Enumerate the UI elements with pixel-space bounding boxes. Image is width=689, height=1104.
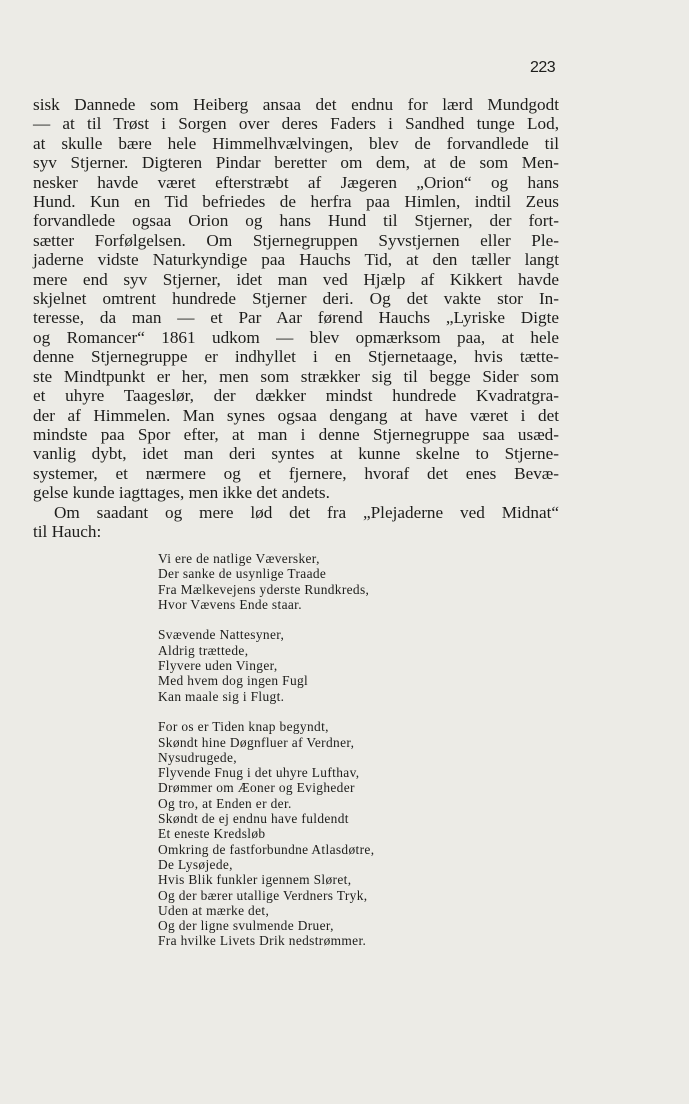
poem-stanza (158, 719, 428, 948)
poem-line: Flyvere uden Vinger, (158, 658, 278, 674)
poem-line: Kan maale sig i Flugt. (158, 688, 285, 704)
poem-line: Uden at mærke det, (158, 902, 270, 918)
poem-line: Flyvende Fnug i det uhyre Lufthav, (158, 765, 360, 781)
text-line: gelse kunde iagttages, men ikke det andets. (33, 483, 330, 503)
poem-line: Fra Mælkevejens yderste Rundkreds, (158, 581, 370, 597)
poem-line: Med hvem dog ingen Fugl (158, 673, 309, 689)
poem-stanza (158, 551, 428, 612)
poem-line: De Lysøjede, (158, 856, 233, 872)
text-line: teresse, da man — et Par Aar førend Hauchs „Lyriske Digte (33, 308, 559, 328)
poem (158, 551, 428, 964)
poem-line: Nysudrugede, (158, 749, 237, 765)
poem-line: Hvis Blik funkler igennem Sløret, (158, 872, 352, 888)
text-line: vanlig dybt, idet man deri syntes at kunne skelne to Stjerne- (33, 444, 559, 464)
poem-line: Et eneste Kredsløb (158, 826, 266, 842)
paragraph (33, 503, 559, 542)
text-line: Hund. Kun en Tid befriedes de herfra paa Himlen, indtil Zeus (33, 192, 559, 212)
poem-line: Hvor Vævens Ende staar. (158, 596, 302, 612)
text-line: denne Stjernegruppe er indhyllet i en Stjernetaage, hvis tætte- (33, 347, 559, 367)
text-line: systemer, et nærmere og et fjernere, hvoraf det enes Bevæ- (33, 463, 559, 483)
poem-line: Fra hvilke Livets Drik nedstrømmer. (158, 933, 367, 949)
text-line: ste Mindtpunkt er her, men som strækker sig til begge Sider som (33, 366, 559, 386)
poem-line: Og tro, at Enden er der. (158, 795, 292, 811)
text-line: syv Stjerner. Digteren Pindar beretter om dem, at de som Men- (33, 153, 559, 173)
poem-line: Og der bærer utallige Verdners Tryk, (158, 887, 368, 903)
text-line: nesker havde været efterstræbt af Jægeren „Orion“ og hans (33, 172, 559, 192)
text-line: at skulle bære hele Himmelhvælvingen, blev de forvandlede til (33, 133, 559, 153)
text-line: mindste paa Spor efter, at man i denne Stjernegruppe saa usæd- (33, 424, 559, 444)
poem-line: For os er Tiden knap begyndt, (158, 719, 329, 735)
text-line: forvandlede ogsaa Orion og hans Hund til Stjerner, der fort- (33, 211, 559, 231)
text-line: mere end syv Stjerner, idet man ved Hjælp af Kikkert havde (33, 269, 559, 289)
text-line: sisk Dannede som Heiberg ansaa det endnu for lærd Mundgodt (33, 95, 559, 114)
text-line: sætter Forfølgelsen. Om Stjernegruppen Syvstjernen eller Ple- (33, 230, 559, 250)
text-line: et uhyre Taageslør, der dækker mindst hundrede Kvadratgra- (33, 386, 559, 406)
body-text (33, 95, 559, 541)
poem-line: Svævende Nattesyner, (158, 627, 285, 643)
poem-line: Der sanke de usynlige Traade (158, 566, 327, 582)
page-number: 223 (530, 59, 556, 76)
text-line: — at til Trøst i Sorgen over deres Faders i Sandhed tunge Lod, (33, 114, 559, 134)
poem-stanza (158, 627, 428, 703)
poem-line: Og der ligne svulmende Druer, (158, 918, 334, 934)
text-line: og Romancer“ 1861 udkom — blev opmærksom paa, at hele (33, 327, 559, 347)
poem-line: Skøndt de ej endnu have fuldendt (158, 811, 349, 827)
poem-line: Skøndt hine Døgnfluer af Verdner, (158, 734, 355, 750)
paragraph (33, 95, 559, 503)
text-line: skjelnet omtrent hundrede Stjerner deri. Og det vakte stor In- (33, 289, 559, 309)
text-line: der af Himmelen. Man synes ogsaa dengang at have været i det (33, 405, 559, 425)
poem-line: Drømmer om Æoner og Evigheder (158, 780, 355, 796)
poem-line: Omkring de fastforbundne Atlasdøtre, (158, 841, 375, 857)
text-line: til Hauch: (33, 521, 102, 541)
text-line: jaderne vidste Naturkyndige paa Hauchs Tid, at den tæller langt (33, 250, 559, 270)
poem-line: Vi ere de natlige Væversker, (158, 551, 320, 566)
text-line: Om saadant og mere lød det fra „Plejaderne ved Midnat“ (54, 502, 559, 522)
poem-line: Aldrig trættede, (158, 642, 249, 658)
